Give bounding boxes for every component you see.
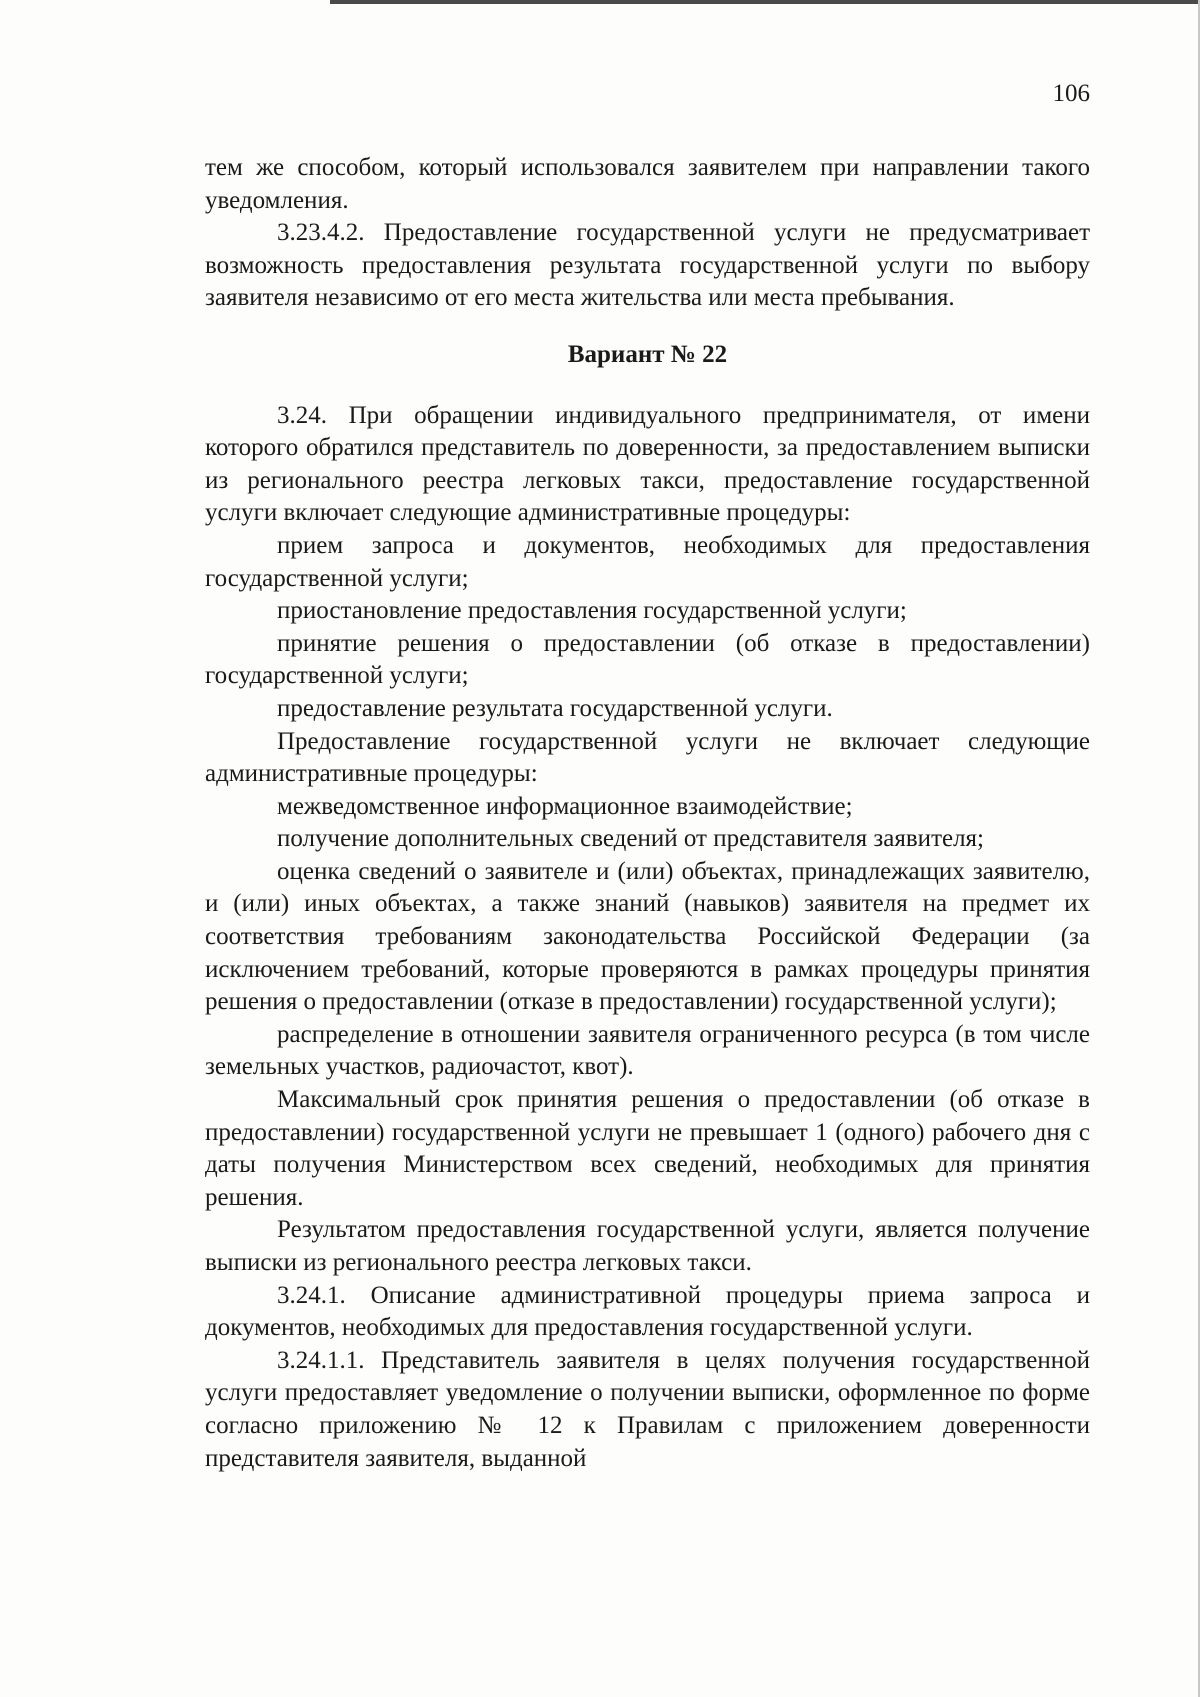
scan-edge xyxy=(330,0,1200,4)
list-item: прием запроса и документов, необходимых для предоставления государственной услуги; xyxy=(205,531,1090,592)
paragraph: Максимальный срок принятия решения о предоставлении (об отказе в предоставлении) государственной услуги не превышает 1 (одного) рабочего дня с даты получения Министерством всех сведений, необходимых для принятия решения. xyxy=(205,1086,1090,1211)
list-item: принятие решения о предоставлении (об отказе в предоставлении) государственной услуги; xyxy=(205,629,1090,690)
list-item: предоставление результата государственной услуги. xyxy=(277,694,833,722)
paragraph: 3.23.4.2. Предоставление государственной услуги не предусматривает возможность предоставления результата государственной услуги по выбору заявителя независимо от его места жительства или места пребывания. xyxy=(205,219,1090,312)
list-item: приостановление предоставления государственной услуги; xyxy=(277,597,907,625)
paragraph: 3.24.1.1. Представитель заявителя в целях получения государственной услуги предоставляет уведомление о получении выписки, оформленное по форме согласно приложению № 12 к Правилам с приложением доверенности представителя заявителя, выданной xyxy=(205,1346,1090,1472)
paragraph: 3.24.1. Описание административной процедуры приема запроса и документов, необходимых для предоставления государственной услуги. xyxy=(205,1281,1090,1342)
list-item: получение дополнительных сведений от представителя заявителя; xyxy=(277,825,985,853)
section-heading: Вариант № 22 xyxy=(567,340,728,368)
list-item: распределение в отношении заявителя ограниченного ресурса (в том числе земельных участков, радиочастот, квот). xyxy=(205,1020,1090,1081)
paragraph: Предоставление государственной услуги не включает следующие административные процедуры: xyxy=(205,727,1090,788)
paragraph: 3.24. При обращении индивидуального предпринимателя, от имени которого обратился представитель по доверенности, за предоставлением выписки из регионального реестра легковых такси, предоставление государственной услуги включает следующие административные процедуры: xyxy=(205,401,1090,527)
list-item: оценка сведений о заявителе и (или) объектах, принадлежащих заявителю, и (или) иных объектах, а также знаний (навыков) заявителя на предмет их соответствия требованиям законодательства Российской Федерации (за исключением требований, которые проверяются в рамках процедуры принятия решения о предоставлении (отказе в предоставлении) государственной услуги); xyxy=(205,857,1090,1016)
document-body xyxy=(205,152,1090,1475)
paragraph: Результатом предоставления государственной услуги, является получение выписки из регионального реестра легковых такси. xyxy=(205,1216,1090,1276)
paragraph-continuation: тем же способом, который использовался заявителем при направлении такого уведомления. xyxy=(205,154,1090,214)
list-item: межведомственное информационное взаимодействие; xyxy=(277,792,853,820)
page-number: 106 xyxy=(1052,80,1090,107)
